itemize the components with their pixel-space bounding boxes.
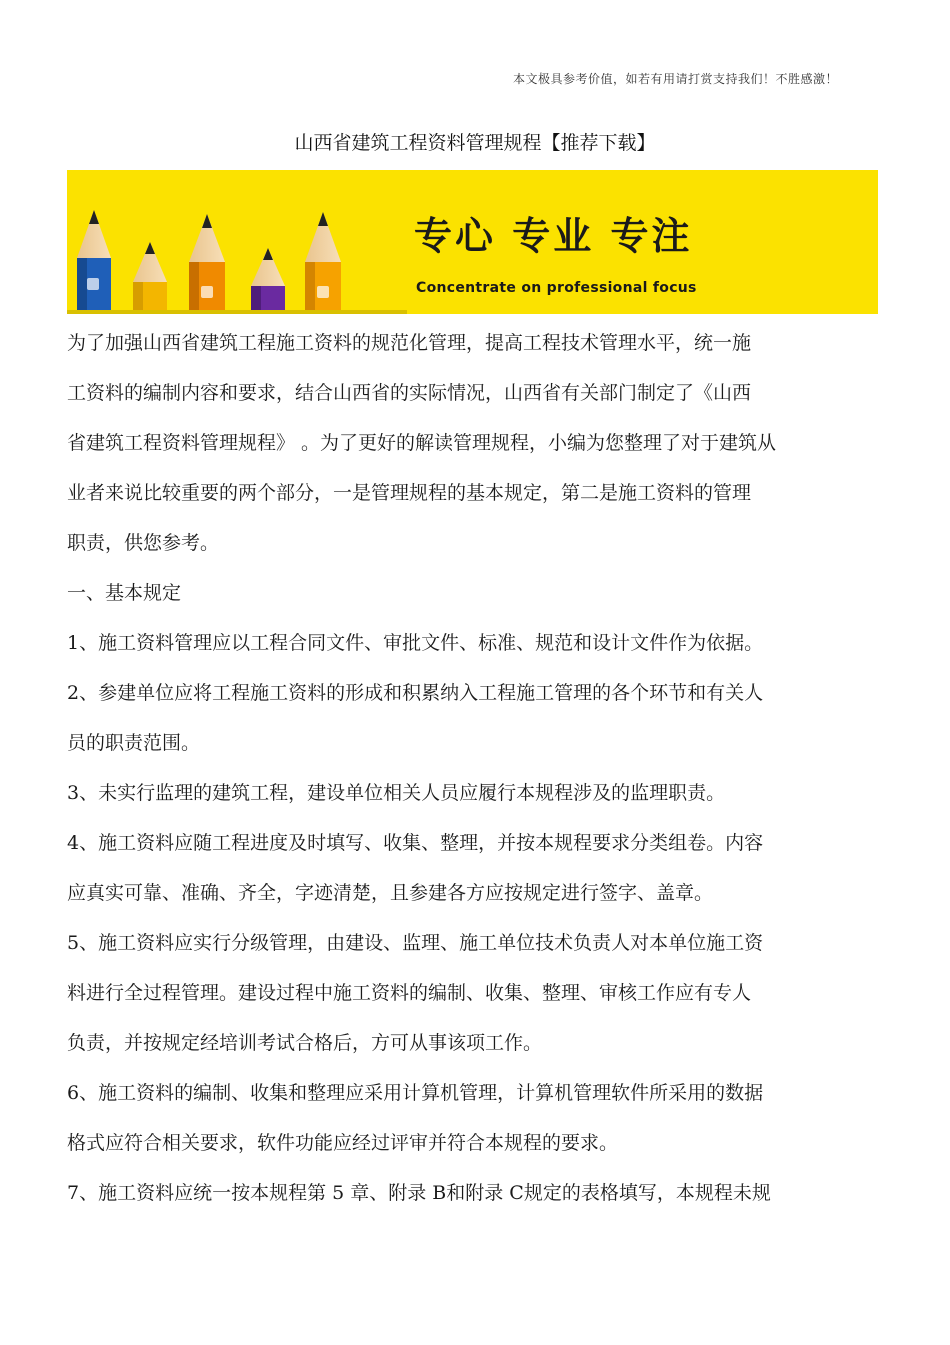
text-line: 负责，并按规定经培训考试合格后，方可从事该项工作。 — [67, 1032, 543, 1054]
text-line: 省建筑工程资料管理规程》 。为了更好的解读管理规程，小编为您整理了对于建筑从 — [67, 432, 777, 454]
banner-slogan-chinese: 专心 专业 专注 — [414, 214, 693, 258]
text-line: 6、施工资料的编制、收集和整理应采用计算机管理，计算机管理软件所采用的数据 — [67, 1082, 764, 1104]
header-note: 本文极具参考价值，如若有用请打赏支持我们！不胜感激！ — [512, 72, 838, 86]
text-line: 料进行全过程管理。建设过程中施工资料的编制、收集、整理、审核工作应有专人 — [67, 982, 752, 1004]
text-line: 工资料的编制内容和要求，结合山西省的实际情况，山西省有关部门制定了《山西 — [67, 382, 752, 404]
banner-slogan-english: Concentrate on professional focus — [416, 280, 697, 296]
text-line: 格式应符合相关要求，软件功能应经过评审并符合本规程的要求。 — [67, 1132, 619, 1154]
document-body — [67, 318, 867, 1218]
text-line: 1、施工资料管理应以工程合同文件、审批文件、标准、规范和设计文件作为依据。 — [67, 632, 764, 654]
text-line: 3、未实行监理的建筑工程，建设单位相关人员应履行本规程涉及的监理职责。 — [67, 782, 726, 804]
document-title: 山西省建筑工程资料管理规程【推荐下载】 — [294, 132, 656, 154]
text-line: 员的职责范围。 — [67, 732, 201, 754]
text-line: 4、施工资料应随工程进度及时填写、收集、整理，并按本规程要求分类组卷。内容 — [67, 832, 764, 854]
text-line: 2、参建单位应将工程施工资料的形成和积累纳入工程施工管理的各个环节和有关人 — [67, 682, 764, 704]
text-line: 业者来说比较重要的两个部分，一是管理规程的基本规定，第二是施工资料的管理 — [67, 482, 752, 504]
text-line: 职责，供您参考。 — [67, 532, 220, 554]
text-line: 为了加强山西省建筑工程施工资料的规范化管理，提高工程技术管理水平，统一施 — [67, 332, 752, 354]
text-line: 5、施工资料应实行分级管理，由建设、监理、施工单位技术负责人对本单位施工资 — [67, 932, 764, 954]
banner-image — [67, 170, 878, 314]
text-line: 7、施工资料应统一按本规程第 5 章、附录 B和附录 C规定的表格填写，本规程未规 — [67, 1182, 771, 1204]
pencils-illustration — [67, 170, 407, 314]
text-line: 应真实可靠、准确、齐全，字迹清楚，且参建各方应按规定进行签字、盖章。 — [67, 882, 714, 904]
section-heading: 一、基本规定 — [67, 582, 182, 604]
